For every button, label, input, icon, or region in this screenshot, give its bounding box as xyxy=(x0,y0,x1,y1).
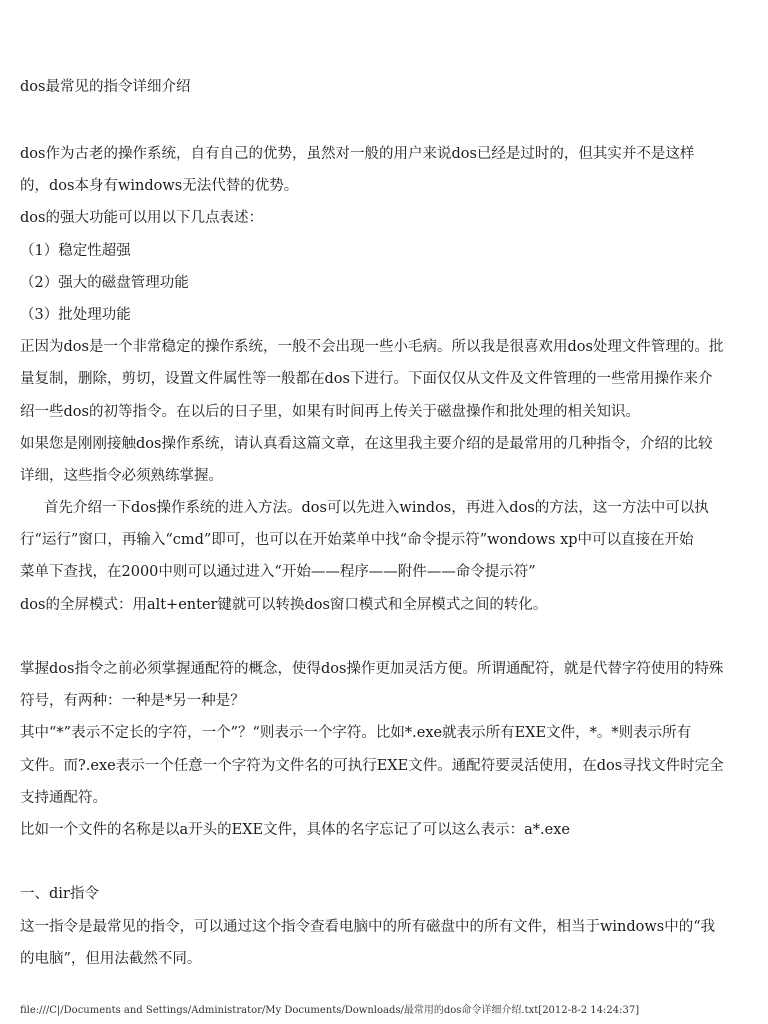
body-line: 量复制，删除，剪切，设置文件属性等一般都在dos下进行。下面仅仅从文件及文件管理的一些常用操作来介 xyxy=(20,371,713,388)
body-line: 掌握dos指令之前必须掌握通配符的概念，使得dos操作更加灵活方便。所谓通配符，就是代替字符使用的特殊 xyxy=(20,661,724,677)
body-line: 的电脑”，但用法截然不同。 xyxy=(20,950,202,967)
blank-line xyxy=(20,621,750,653)
list-item: （1）稳定性超强 xyxy=(20,242,131,259)
body-line: 正因为dos是一个非常稳定的操作系统，一般不会出现一些小毛病。所以我是很喜欢用dos处理文件管理的。批 xyxy=(20,339,724,356)
body-line: 这一指令是最常见的指令，可以通过这个指令查看电脑中的所有磁盘中的所有文件，相当于windows中的“我 xyxy=(20,918,716,935)
body-line: 详细，这些指令必须熟练掌握。 xyxy=(20,467,223,484)
body-line: dos的全屏模式：用alt+enter键就可以转换dos窗口模式和全屏模式之间的转化。 xyxy=(20,596,548,613)
body-line: 的，dos本身有windows无法代替的优势。 xyxy=(20,178,299,195)
list-item: （2）强大的磁盘管理功能 xyxy=(20,274,189,291)
body-line: dos的强大功能可以用以下几点表述： xyxy=(20,210,263,227)
body-line: 绍一些dos的初等指令。在以后的日子里，如果有时间再上传关于磁盘操作和批处理的相关知识。 xyxy=(20,403,640,420)
body-line: dos作为古老的操作系统，自有自己的优势，虽然对一般的用户来说dos已经是过时的，但其实并不是这样 xyxy=(20,146,695,162)
document-title: dos最常见的指令详细介绍 xyxy=(20,79,191,95)
body-line: 其中“*”表示不定长的字符，一个”？“则表示一个字符。比如*.exe就表示所有EXE文件，*。*则表示所有 xyxy=(20,725,692,742)
body-line: 文件。而?.exe表示一个任意一个字符为文件名的可执行EXE文件。通配符要灵活使用，在dos寻找文件时完全 xyxy=(20,757,724,774)
body-line: 行“运行”窗口，再输入“cmd”即可，也可以在开始菜单中找“命令提示符”wondows xp中可以直接在开始 xyxy=(20,532,694,549)
body-line: 菜单下查找，在2000中则可以通过进入“开始——程序——附件——命令提示符” xyxy=(20,564,536,581)
body-line: 比如一个文件的名称是以a开头的EXE文件，具体的名字忘记了可以这么表示：a*.exe xyxy=(20,821,570,838)
section-heading: 一、dir指令 xyxy=(20,886,99,903)
body-line: 如果您是刚刚接触dos操作系统，请认真看这篇文章，在这里我主要介绍的是最常用的几种指令，介绍的比较 xyxy=(20,435,713,452)
list-item: （3）批处理功能 xyxy=(20,306,131,323)
blank-line xyxy=(20,846,750,878)
body-line: 符号，有两种：一种是*另一种是？ xyxy=(20,693,245,710)
body-line: 首先介绍一下dos操作系统的进入方法。dos可以先进入windos，再进入dos的方法，这一方法中可以执 xyxy=(44,500,709,517)
document-body xyxy=(20,138,750,975)
body-line: 支持通配符。 xyxy=(20,789,107,806)
file-path-footer: file:///C|/Documents and Settings/Administrator/My Documents/Downloads/最常用的dos命令详细介绍.txt[2012-8-2 14:24:37] xyxy=(20,1005,640,1016)
